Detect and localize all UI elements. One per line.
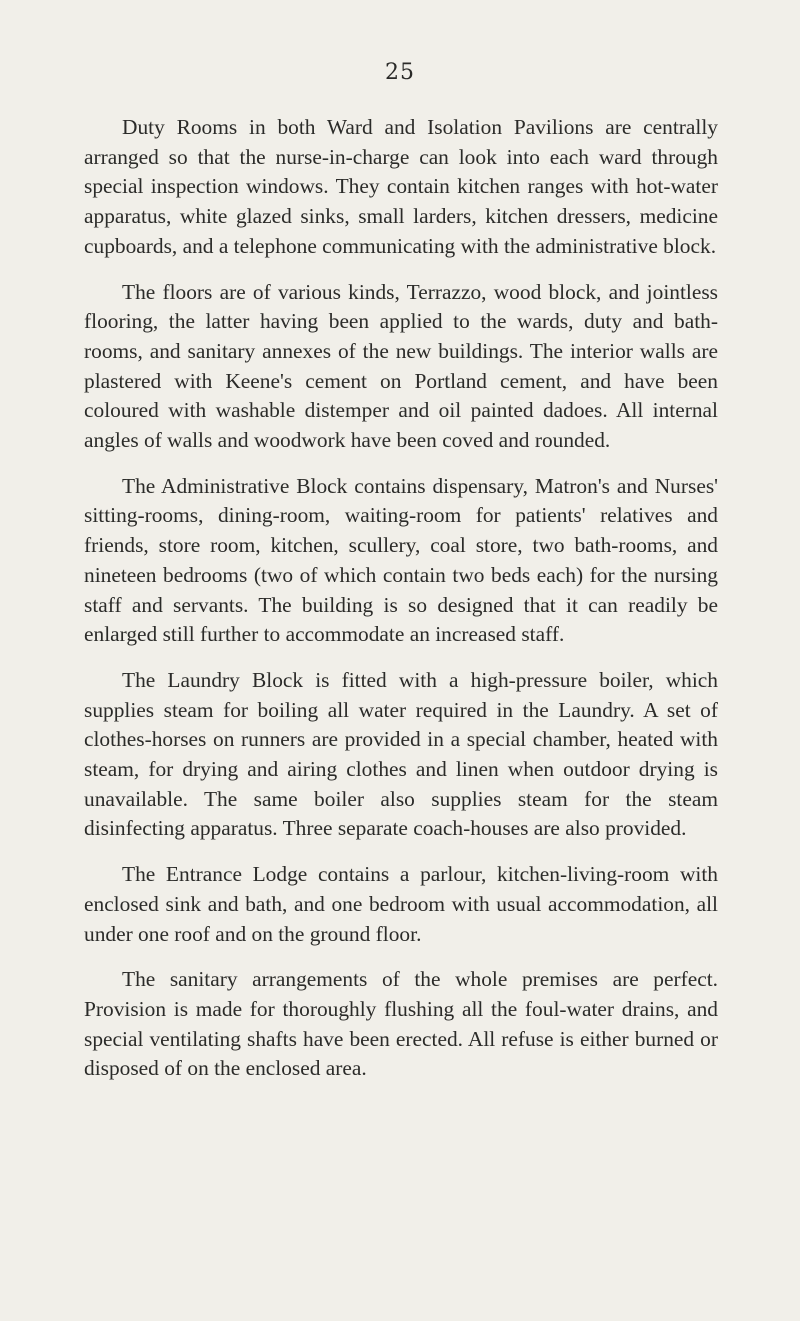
paragraph-duty-rooms: Duty Rooms in both Ward and Isolation Pavilions are centrally arranged so that the nurse-in-charge can look into each ward through special inspection windows. They contain kitchen ranges with hot-water apparatus, white glazed sinks, small larders, kitchen dressers, medicine cupboards, and a telephone communicating with the administrative block.	[84, 115, 718, 258]
body-text	[84, 113, 718, 1100]
paragraph-administrative-block: The Administrative Block contains dispensary, Matron's and Nurses' sitting-rooms, dining-room, waiting-room for patients' relatives and friends, store room, kitchen, scullery, coal store, two bath-rooms, and nineteen bedrooms (two of which contain two beds each) for the nursing staff and servants. The building is so designed that it can readily be enlarged still further to accommodate an increased staff.	[84, 473, 718, 647]
paragraph-floors: The floors are of various kinds, Terrazzo, wood block, and jointless flooring, the latter having been applied to the wards, duty and bath-rooms, and sanitary annexes of the new buildings. The interior walls are plastered with Keene's cement on Portland cement, and have been coloured with washable distemper and oil painted dadoes. All internal angles of walls and woodwork have been coved and rounded.	[84, 279, 718, 453]
paragraph-laundry-block: The Laundry Block is fitted with a high-pressure boiler, which supplies steam for boiling all water required in the Laundry. A set of clothes-horses on runners are provided in a special chamber, heated with steam, for drying and airing clothes and linen when outdoor drying is unavailable. The same boiler also supplies steam for the steam disinfecting apparatus. Three separate coach-houses are also provided.	[84, 667, 718, 841]
paragraph-entrance-lodge: The Entrance Lodge contains a parlour, kitchen-living-room with enclosed sink and bath, and one bedroom with usual accommodation, all under one roof and on the ground floor.	[84, 862, 718, 946]
paragraph-sanitary-arrangements: The sanitary arrangements of the whole premises are perfect. Provision is made for thoroughly flushing all the foul-water drains, and special ventilating shafts have been erected. All refuse is either burned or disposed of on the enclosed area.	[84, 967, 718, 1081]
page-number: 25	[385, 60, 415, 85]
